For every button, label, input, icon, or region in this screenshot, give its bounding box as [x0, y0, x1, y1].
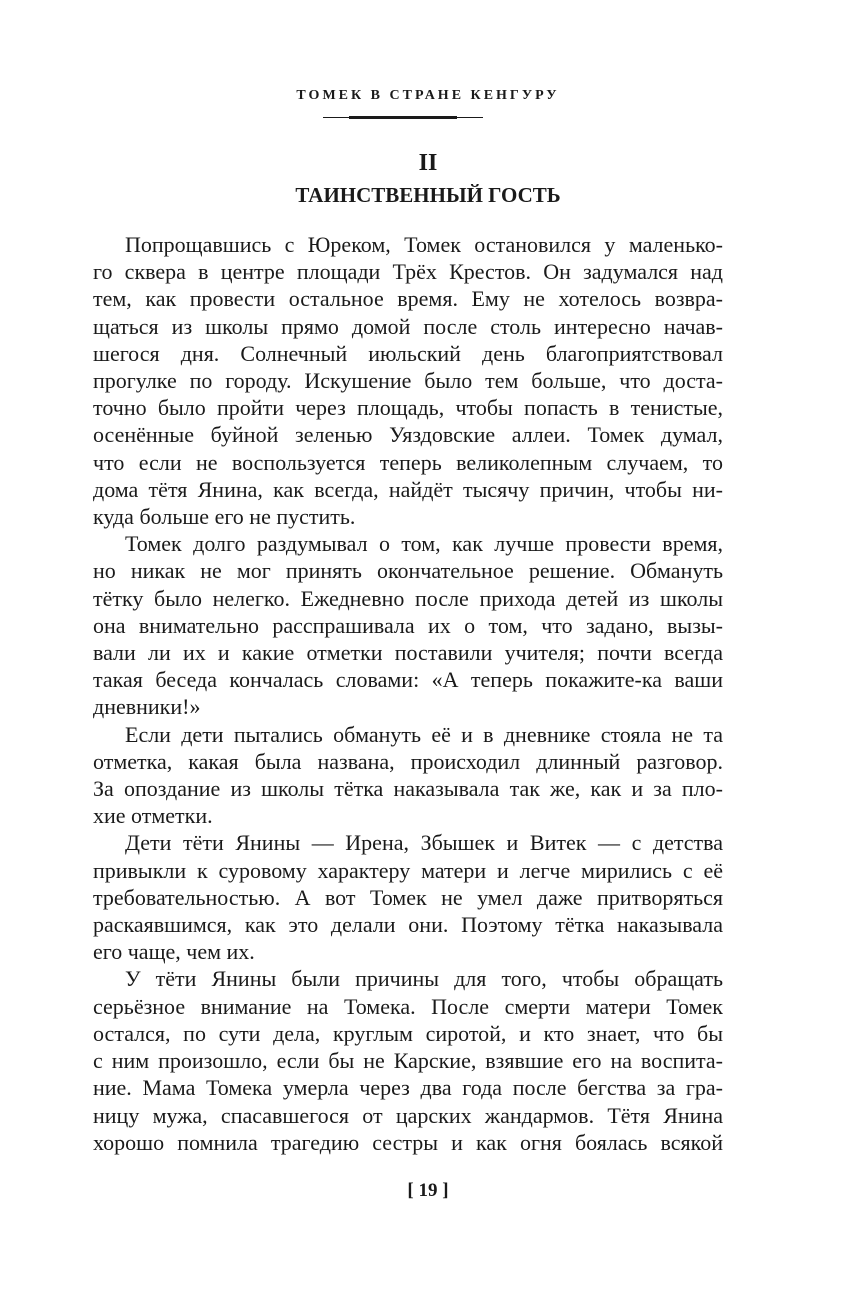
body-text [93, 231, 723, 1156]
text-line: раскаявшимся, как это делали они. Поэтому тётка наказывала [93, 912, 723, 938]
text-line: остался, по сути дела, круглым сиротой, и кто знает, что бы [93, 1020, 723, 1046]
text-line: прогулке по городу. Искушение было тем больше, что доста- [93, 368, 723, 394]
chapter-number: II [418, 150, 438, 176]
running-head-rule-thick [349, 116, 457, 119]
text-line: с ним произошло, если бы не Карские, взявшие его на воспита- [93, 1048, 723, 1074]
page-number: [ 19 ] [407, 1180, 449, 1201]
paragraph [93, 829, 723, 965]
text-line: Попрощавшись с Юреком, Томек остановился у маленько- [125, 232, 723, 257]
text-line: ницу мужа, спасавшегося от царских жандармов. Тётя Янина [93, 1102, 723, 1128]
text-line: Томек долго раздумывал о том, как лучше провести время, [125, 531, 723, 557]
text-line: она внимательно расспрашивала их о том, что задано, вызы- [93, 612, 723, 638]
paragraph [93, 530, 723, 720]
text-line: отметка, какая была названа, происходил длинный разговор. [93, 748, 723, 774]
chapter-title: ТАИНСТВЕННЫЙ ГОСТЬ [295, 183, 561, 207]
text-line: хие отметки. [93, 803, 213, 829]
text-line: Если дети пытались обмануть её и в дневнике стояла не та [125, 721, 723, 747]
text-line: но никак не мог принять окончательное решение. Обмануть [93, 558, 723, 584]
text-line: тётку было нелегко. Ежедневно после прихода детей из школы [93, 585, 723, 611]
text-line: шегося дня. Солнечный июльский день благоприятствовал [93, 340, 723, 366]
text-line: дневники!» [93, 694, 201, 720]
text-line: хорошо помнила трагедию сестры и как огня боялась всякой [93, 1129, 723, 1155]
text-line: щаться из школы прямо домой после столь интересно начав- [93, 313, 723, 339]
text-line: точно было пройти через площадь, чтобы попасть в тенистые, [93, 395, 723, 421]
text-line: У тёти Янины были причины для того, чтобы обращать [125, 966, 723, 992]
text-line: привыкли к суровому характеру матери и легче мирились с её [93, 857, 723, 883]
text-line: куда больше его не пустить. [93, 504, 356, 530]
text-line: Дети тёти Янины — Ирена, Збышек и Витек — с детства [125, 830, 723, 856]
text-line: требовательностью. А вот Томек не умел даже притворяться [93, 884, 723, 910]
text-line: серьёзное внимание на Томека. После смерти матери Томек [93, 993, 723, 1019]
text-line: осенённые буйной зеленью Уяздовские аллеи. Томек думал, [93, 422, 723, 448]
running-head: ТОМЕК В СТРАНЕ КЕНГУРУ [296, 88, 560, 103]
text-line: такая беседа кончалась словами: «А теперь покажите-ка ваши [93, 667, 723, 693]
text-line: его чаще, чем их. [93, 939, 255, 965]
text-line: ние. Мама Томека умерла через два года после бегства за гра- [93, 1075, 723, 1101]
text-line: дома тётя Янина, как всегда, найдёт тысячу причин, чтобы ни- [93, 476, 723, 502]
text-line: что если не воспользуется теперь великолепным случаем, то [93, 449, 723, 475]
text-line: тем, как провести остальное время. Ему не хотелось возвра- [93, 286, 723, 312]
text-line: го сквера в центре площади Трёх Крестов. Он задумался над [93, 259, 723, 285]
text-line: вали ли их и какие отметки поставили учителя; почти всегда [93, 640, 723, 666]
paragraph [93, 721, 723, 830]
text-line: За опоздание из школы тётка наказывала так же, как и за пло- [93, 776, 723, 802]
paragraph [93, 965, 723, 1155]
paragraph [93, 231, 723, 530]
